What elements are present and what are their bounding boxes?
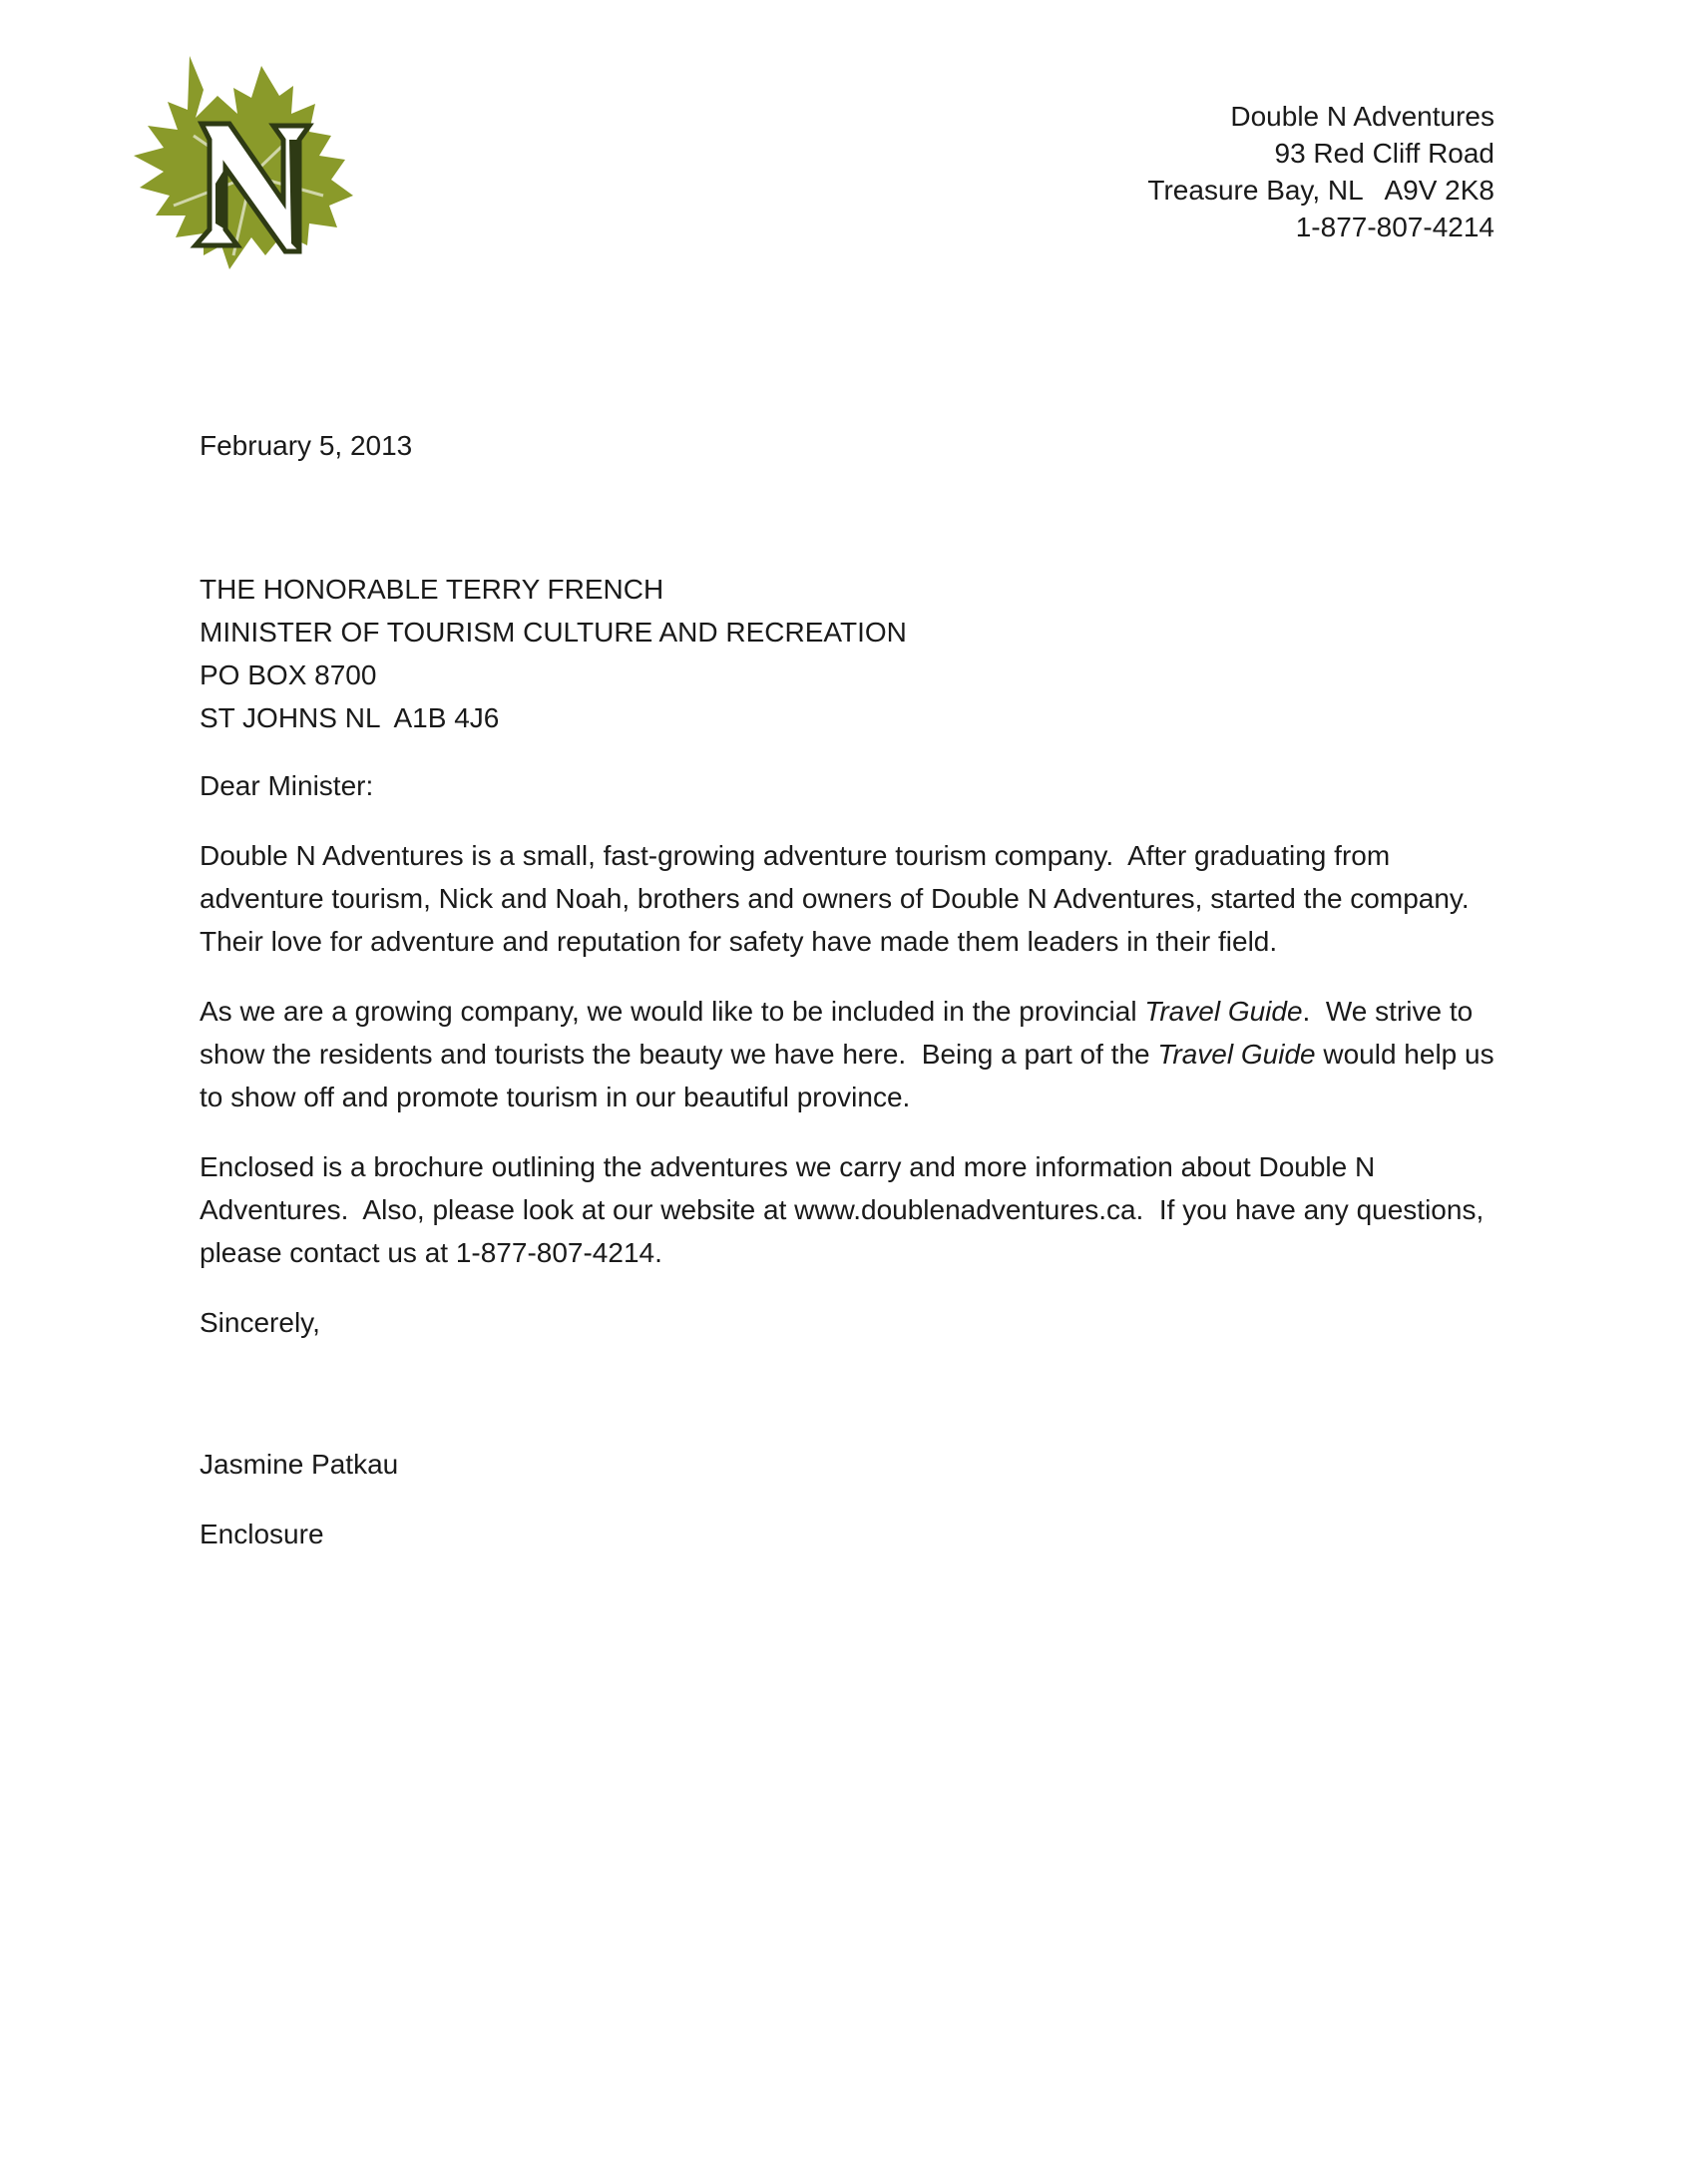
paragraph-2-part-1: As we are a growing company, we would like to be included in the provincial	[200, 996, 1145, 1027]
travel-guide-title: Travel Guide	[1157, 1039, 1316, 1070]
salutation: Dear Minister:	[200, 770, 374, 801]
sender-company: Double N Adventures	[1230, 101, 1494, 132]
sender-street: 93 Red Cliff Road	[1274, 138, 1494, 169]
letter-date: February 5, 2013	[200, 430, 413, 461]
recipient-title: MINISTER OF TOURISM CULTURE AND RECREATION	[200, 617, 907, 648]
paragraph-1: Double N Adventures is a small, fast-growing adventure tourism company. After graduating from adventure tourism, Nick and Noah, brothers and owners of Double N Adventures, started the company. Their love for adventure and reputation for safety have made them leaders in their field.	[200, 840, 1484, 957]
paragraph-2-part-2: . We strive to show the residents and tourists the beauty we have here. Being a part of the	[200, 996, 1481, 1070]
enclosure-notation: Enclosure	[200, 1519, 324, 1549]
sender-address-block	[1147, 98, 1494, 245]
travel-guide-title: Travel Guide	[1144, 996, 1303, 1027]
letter-body	[200, 764, 1506, 1582]
paragraph-3: Enclosed is a brochure outlining the adventures we carry and more information about Double N Adventures. Also, please look at our website at www.doublenadventures.ca. If you have any questions, please contact us at 1-877-807-4214.	[200, 1151, 1492, 1268]
paragraph-2	[200, 990, 1506, 1118]
maple-leaf-icon	[134, 56, 359, 269]
closing: Sincerely,	[200, 1307, 320, 1338]
recipient-po-box: PO BOX 8700	[200, 659, 377, 690]
paragraph-2-part-3: would help us to show off and promote tourism in our beautiful province.	[200, 1039, 1502, 1112]
sender-city-line: Treasure Bay, NL A9V 2K8	[1147, 175, 1494, 206]
signer-name: Jasmine Patkau	[200, 1449, 399, 1480]
company-logo	[134, 56, 359, 269]
recipient-city-line: ST JOHNS NL A1B 4J6	[200, 702, 500, 733]
recipient-name: THE HONORABLE TERRY FRENCH	[200, 574, 664, 605]
sender-phone: 1-877-807-4214	[1295, 212, 1494, 242]
recipient-address-block	[200, 568, 907, 739]
